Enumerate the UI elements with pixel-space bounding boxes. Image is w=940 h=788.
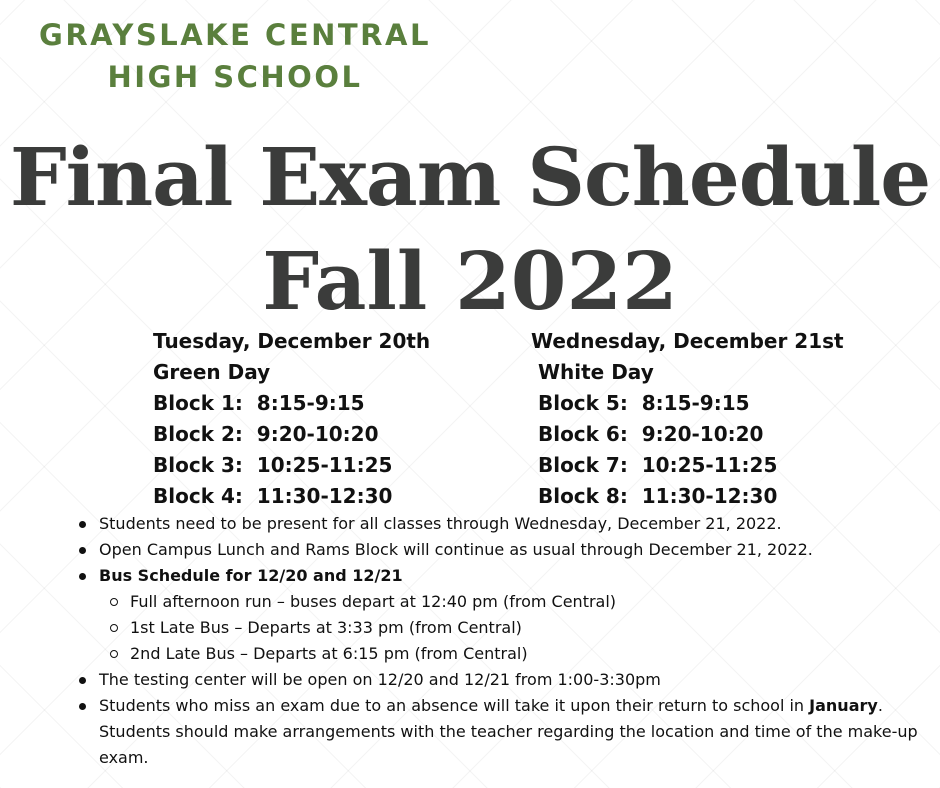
day-date: Wednesday, December 21st xyxy=(531,329,844,353)
bus-item: 2nd Late Bus – Departs at 6:15 pm (from Central) xyxy=(0,641,920,667)
day-type: Green Day xyxy=(153,360,271,384)
school-name xyxy=(20,14,450,98)
note-makeup-part2: . Students should make arrangements with the teacher regarding the location and time of the make-up exam. xyxy=(99,696,918,767)
bus-item: Full afternoon run – buses depart at 12:40 pm (from Central) xyxy=(0,589,920,615)
notes-list xyxy=(0,511,920,771)
block-time: Block 4: 11:30-12:30 xyxy=(153,484,393,508)
list-item xyxy=(0,511,920,537)
block-time: Block 7: 10:25-11:25 xyxy=(531,453,778,477)
school-name-line2: HIGH SCHOOL xyxy=(107,60,363,94)
block-time: Block 3: 10:25-11:25 xyxy=(153,453,393,477)
block-time: Block 2: 9:20-10:20 xyxy=(153,422,379,446)
page-title: Final Exam Schedule xyxy=(9,130,931,224)
bus-item: 1st Late Bus – Departs at 3:33 pm (from Central) xyxy=(0,615,920,641)
day-schedule-wednesday xyxy=(531,326,844,512)
list-item xyxy=(0,563,920,667)
list-item xyxy=(0,693,920,771)
day-type: White Day xyxy=(531,360,654,384)
list-item xyxy=(0,537,920,563)
note-makeup-month: January xyxy=(809,696,878,715)
bus-schedule-list xyxy=(99,589,920,667)
day-date: Tuesday, December 20th xyxy=(153,329,431,353)
note-testing-center: The testing center will be open on 12/20 and 12/21 from 1:00-3:30pm xyxy=(99,670,661,689)
note-makeup-part1: Students who miss an exam due to an absence will take it upon their return to school in xyxy=(99,696,810,715)
block-time: Block 1: 8:15-9:15 xyxy=(153,391,365,415)
school-name-line1: GRAYSLAKE CENTRAL xyxy=(39,18,431,52)
block-time: Block 6: 9:20-10:20 xyxy=(531,422,764,446)
block-time: Block 5: 8:15-9:15 xyxy=(531,391,750,415)
list-item xyxy=(0,667,920,693)
page-subtitle: Fall 2022 xyxy=(262,234,678,328)
block-time: Block 8: 11:30-12:30 xyxy=(531,484,778,508)
bus-schedule-heading: Bus Schedule for 12/20 and 12/21 xyxy=(99,566,403,585)
note-attendance: Students need to be present for all classes through Wednesday, December 21, 2022. xyxy=(99,514,782,533)
note-lunch: Open Campus Lunch and Rams Block will continue as usual through December 21, 2022. xyxy=(99,540,813,559)
day-schedule-tuesday xyxy=(153,326,430,512)
